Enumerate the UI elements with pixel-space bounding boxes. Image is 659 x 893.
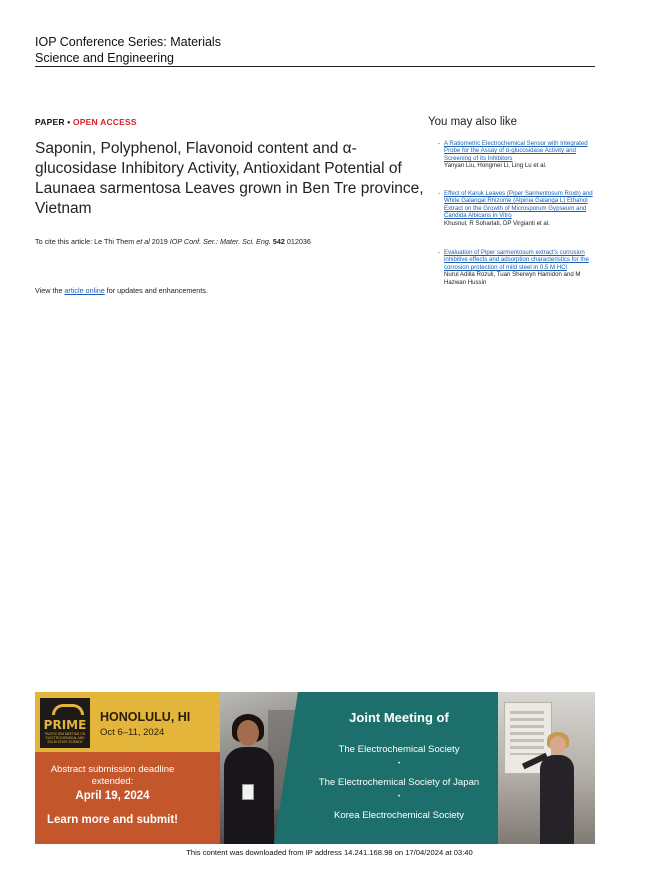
bullet: - [438,190,441,197]
tag-separator: • [64,117,73,127]
prime-logo [40,698,90,748]
download-footer: This content was downloaded from IP address 14.241.168.98 on 17/04/2024 at 03:40 [186,848,473,857]
event-location: HONOLULU, HI [100,710,191,724]
cite-year: 2019 [149,237,170,246]
society-separator: • [397,761,401,767]
banner-deadline-panel [35,752,220,844]
related-article-link[interactable]: Evaluation of Piper sarmentosum extract's corrosion inhibitive effects and adsorption characteristics for the corrosion protection of mild steel in 0.5 M HCl [444,249,589,271]
photo-figure-body [540,755,574,844]
poster-session-photo [498,692,595,844]
cite-prefix: To cite this article: Le Thi Them [35,237,135,246]
bullet: - [438,140,441,147]
photo-badge [242,784,254,800]
society-name: The Electrochemical Society [338,744,460,755]
related-article [438,190,594,227]
paper-tag: PAPER [35,117,65,127]
cite-journal: IOP Conf. Ser.: Mater. Sci. Eng. [169,237,271,246]
cite-volume: 542 [272,237,285,246]
related-article-authors: Nurul Adilla Rozuli, Tuan Sherwyn Hamidon and M Hazwan Hussin [444,271,581,286]
joint-meeting-heading: Joint Meeting of [349,710,449,725]
related-article-authors: Yanyan Liu, Hongmei Li, Ling Lu et al. [444,162,547,170]
bullet: - [438,249,441,256]
related-article-link[interactable]: Effect of Karuk Leaves (Piper Sarmentosum Roxb) and White Galangal Rhizome (Alpinia Galanga L) Ethanol Extract on the Growth of Microsporum Gypseum and Candida Albicans in Vitro [444,190,593,220]
view-online-line [35,286,415,295]
open-access-badge: OPEN ACCESS [72,117,137,127]
society-separator: • [397,794,401,800]
joint-meeting-panel [300,692,498,844]
learn-more-cta[interactable]: Learn more and submit! [47,814,178,826]
journal-name [35,34,335,66]
related-article-link[interactable]: A Ratiometric Electrochemical Sensor with Integrated Probe for the Assay of α-glucosidase Activity and Screening of its Inhibitors [444,140,588,162]
view-prefix: View the [35,286,65,295]
article-online-link[interactable]: article online [64,286,105,295]
banner-location-panel [35,692,220,752]
society-name: The Electrochemical Society of Japan [318,777,480,788]
abstract-deadline-date: April 19, 2024 [75,790,150,802]
related-article-authors: Khusnul, R Soharlati, DP Virgianti et al. [444,219,550,227]
citation-line [35,237,415,246]
prime-logo-text: PRIME [43,718,87,732]
article-title: Saponin, Polyphenol, Flavonoid content and α-glucosidase Inhibitory Activity, Antioxidant Potential of Launaea sarmentosa Leaves grown in Ben Tre province, Vietnam [35,140,424,217]
society-name: Korea Electrochemical Society [333,810,465,821]
related-article [438,249,594,286]
header-divider [35,66,595,67]
photo-figure-head [237,720,259,746]
prime-logo-subtitle: PACIFIC RIM MEETING ON ELECTROCHEMICAL AND SOLID STATE SCIENCE [44,732,86,744]
cite-etal: et al [134,237,150,246]
event-dates: Oct 6–11, 2024 [100,727,165,738]
journal-name-line1: IOP Conference Series: Materials [35,35,221,49]
paper-type-label [35,117,137,127]
prime-arch-icon [52,704,84,715]
view-suffix: for updates and enhancements. [104,286,208,295]
photo-figure-head [550,736,566,755]
cite-article-number: 012036 [284,237,311,246]
abstract-deadline-text: Abstract submission deadline extended: [50,764,175,787]
you-may-also-like-heading: You may also like [428,116,518,128]
journal-name-line2: Science and Engineering [35,51,174,65]
prime-2024-ad-banner[interactable] [35,692,595,844]
related-article [438,140,594,170]
